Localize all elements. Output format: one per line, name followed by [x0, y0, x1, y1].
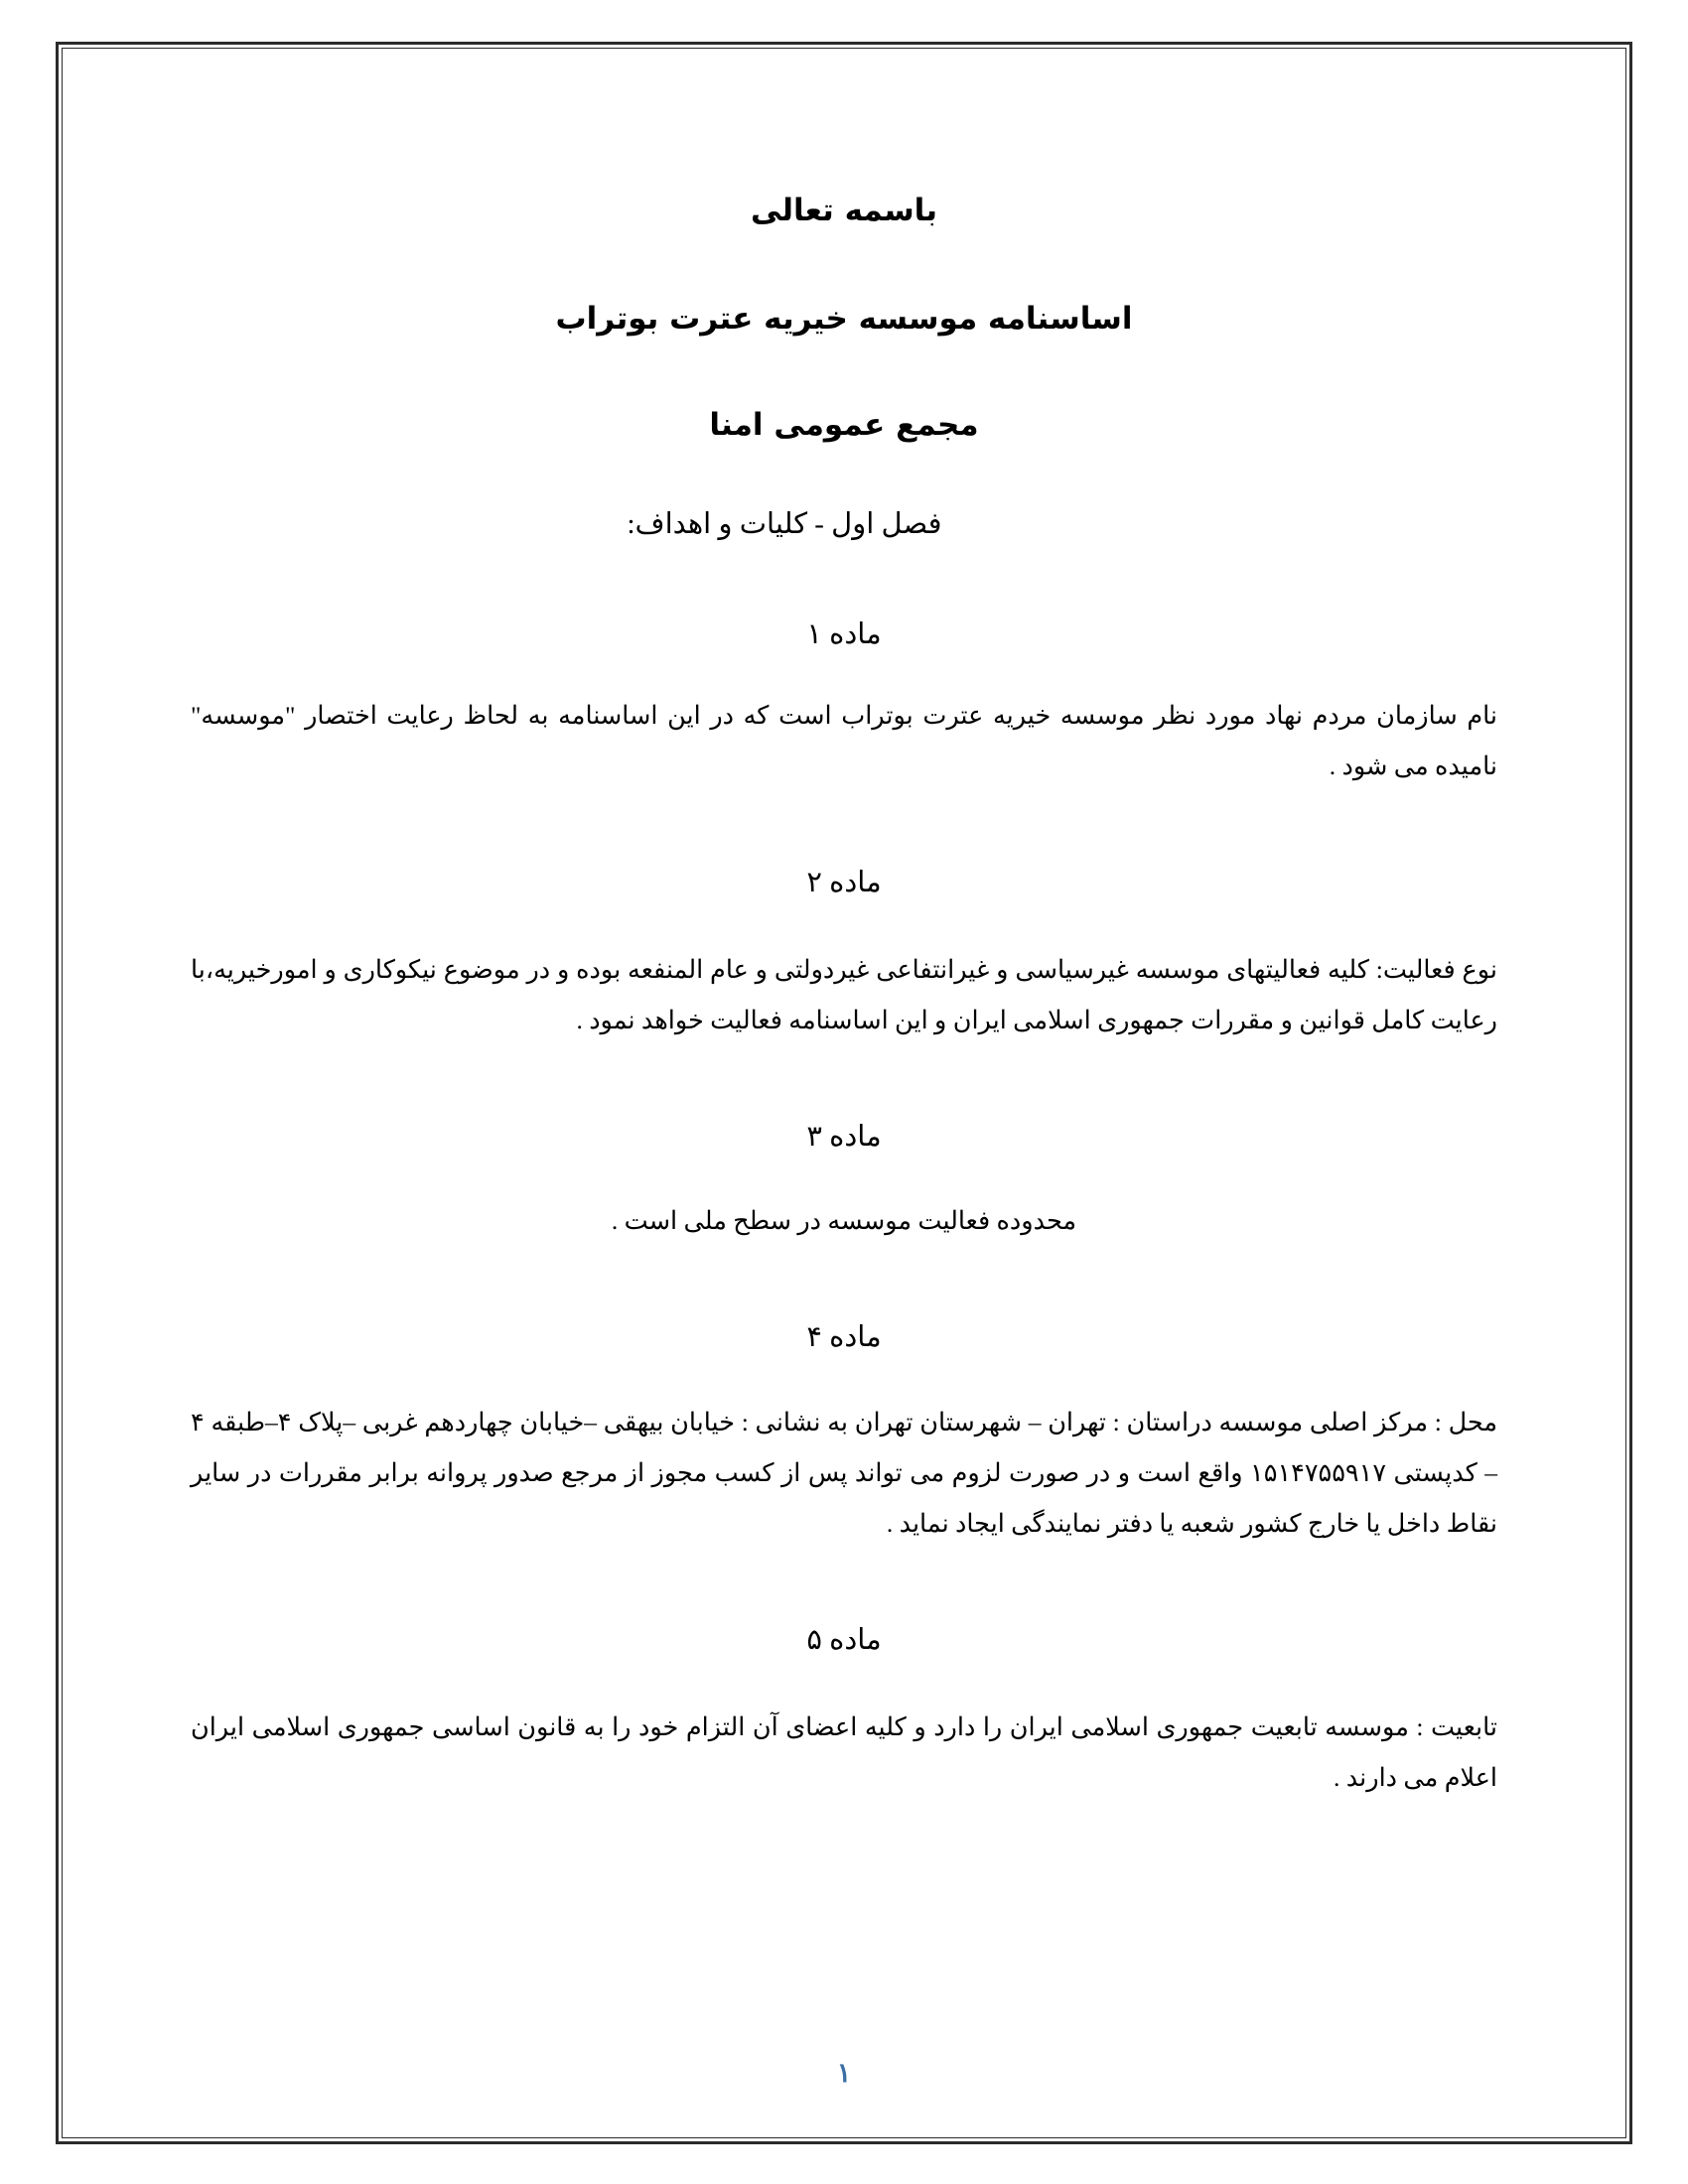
article-label-4: ماده ۴ [806, 1321, 882, 1354]
document-subtitle: مجمع عمومی امنا [709, 407, 979, 444]
article-body-5: تابعیت : موسسه تابعیت جمهوری اسلامی ایران را دارد و کلیه اعضای آن التزام خود را به قانون اساسی جمهوری اسلامی ایران اعلام می دارند . [191, 1711, 1497, 1792]
article-body-4: محل : مرکز اصلی موسسه دراستان : تهران – شهرستان تهران به نشانی : خیابان بیهقی –خیابان چهاردهم غربی –پلاک ۴–طبقه ۴ – کدپستی ۱۵۱۴۷۵۵۹۱۷ واقع است و در صورت لزوم می تواند پس از کسب مجوز از مرجع صدور پروانه برابر مقررات در سایر نقاط داخل یا خارج کشور شعبه یا دفتر نمایندگی ایجاد نماید . [191, 1408, 1498, 1538]
article-label-2: ماده ۲ [806, 866, 882, 898]
chapter-heading: فصل اول - کلیات و اهداف: [627, 507, 942, 540]
article-label-1: ماده ۱ [806, 618, 882, 651]
basmala-heading: باسمه تعالی [751, 193, 937, 228]
page-content [52, 46, 1636, 2138]
article-label-5: ماده ۵ [806, 1624, 882, 1656]
document-main-title: اساسنامه موسسه خیریه عترت بوتراب [555, 301, 1133, 338]
page-number: ۱ [836, 2058, 852, 2088]
article-body-2: نوع فعالیت: کلیه فعالیتهای موسسه غیرسیاسی و غیرانتفاعی غیردولتی و عام المنفعه بوده و در موضوع نیکوکاری و امورخیریه،با رعایت کامل قوانین و مقررات جمهوری اسلامی ایران و این اساسنامه فعالیت خواهد نمود . [191, 954, 1497, 1034]
article-body-1: نام سازمان مردم نهاد مورد نظر موسسه خیریه عترت بوتراب است که در این اساسنامه به لحاظ رعایت اختصار "موسسه" نامیده می شود . [191, 700, 1497, 780]
article-body-3: محدوده فعالیت موسسه در سطح ملی است . [611, 1206, 1077, 1236]
article-label-3: ماده ۳ [806, 1120, 882, 1153]
